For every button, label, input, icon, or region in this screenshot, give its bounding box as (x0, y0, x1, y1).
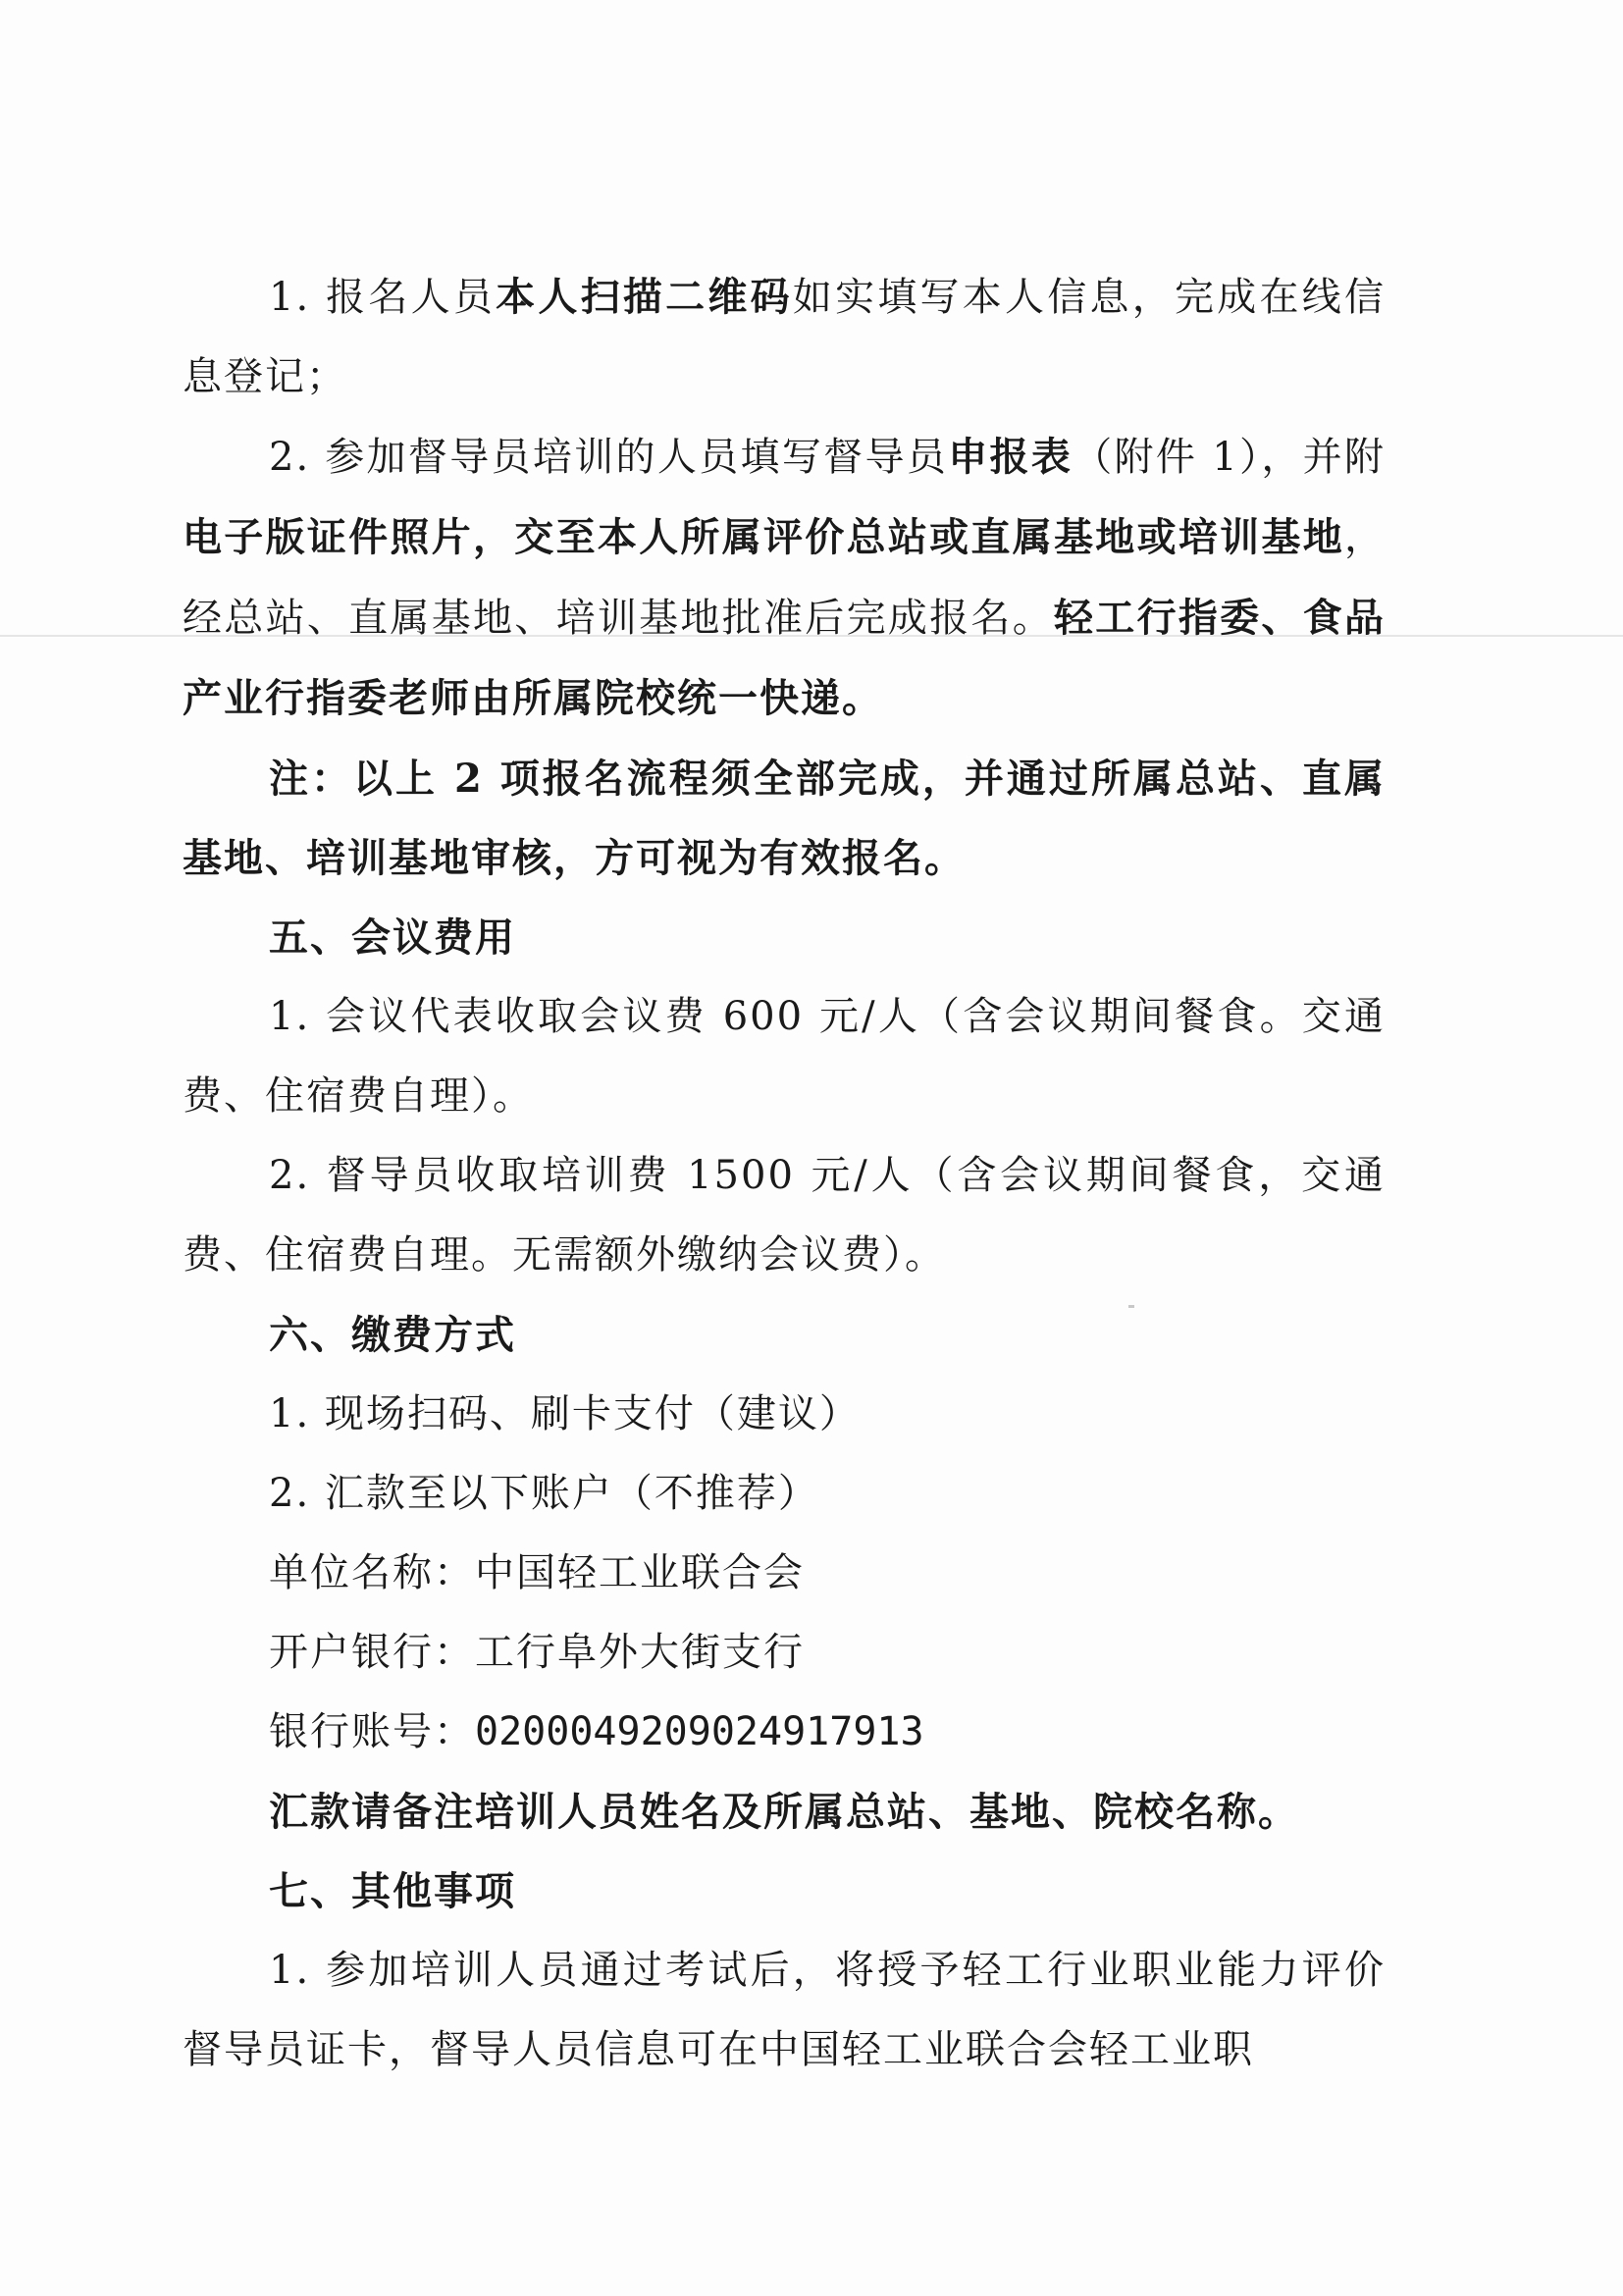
document-body (183, 257, 1386, 2090)
section-6-item-1: 1. 现场扫码、刷卡支付（建议） (269, 1391, 861, 1436)
section-6-item-2: 2. 汇款至以下账户（不推荐） (269, 1471, 819, 1516)
registration-note: 注：以上 2 项报名流程须全部完成，并通过所属总站、直属基地、培训基地审核，方可视为有效报名。 (183, 756, 1386, 881)
section-5-item-1: 1. 会议代表收取会议费 600 元/人（含会议期间餐食。交通费、住宿费自理）。 (183, 994, 1386, 1119)
section-7-heading: 七、其他事项 (269, 1868, 516, 1914)
emphasis-express: 轻工行指委、食品产业行指委老师由所属院校统一快递。 (183, 595, 1386, 721)
registration-item-1: 1. 报名人员本人扫描二维码如实填写本人信息，完成在线信息登记； (183, 274, 1387, 399)
section-6-heading: 六、缴费方式 (269, 1312, 516, 1358)
account-number-line (183, 1693, 1386, 1772)
emphasis-application-form: 申报表 (948, 434, 1073, 480)
section-5-heading: 五、会议费用 (269, 914, 516, 961)
account-bank: 开户银行：工行阜外大街支行 (269, 1630, 805, 1675)
section-5-item-2: 2. 督导员收取培训费 1500 元/人（含会议期间餐食，交通费、住宿费自理。无需额外缴纳会议费）。 (183, 1153, 1386, 1278)
emphasis-scan-qr: 本人扫描二维码 (496, 274, 793, 320)
section-7-item-1: 1. 参加培训人员通过考试后，将授予轻工行业职业能力评价督导员证卡，督导人员信息可在中国轻工业联合会轻工业职 (183, 1948, 1386, 2072)
registration-item-2: 2. 参加督导员培训的人员填写督导员申报表（附件 1），并附电子版证件照片，交至本人所属评价总站或直属基地或培训基地，经总站、直属基地、培训基地批准后完成报名。轻工行指委、食品产业行指委老师由所属院校统一快递。 (183, 434, 1386, 721)
remittance-remark: 汇款请备注培训人员姓名及所属总站、基地、院校名称。 (269, 1789, 1299, 1835)
account-unit-name: 单位名称：中国轻工业联合会 (269, 1550, 805, 1595)
account-number-label: 银行账号： (269, 1709, 475, 1754)
emphasis-submit-photo: 电子版证件照片，交至本人所属评价总站或直属基地或培训基地 (183, 514, 1344, 560)
account-number: 0200049209024917913 (475, 1709, 924, 1754)
